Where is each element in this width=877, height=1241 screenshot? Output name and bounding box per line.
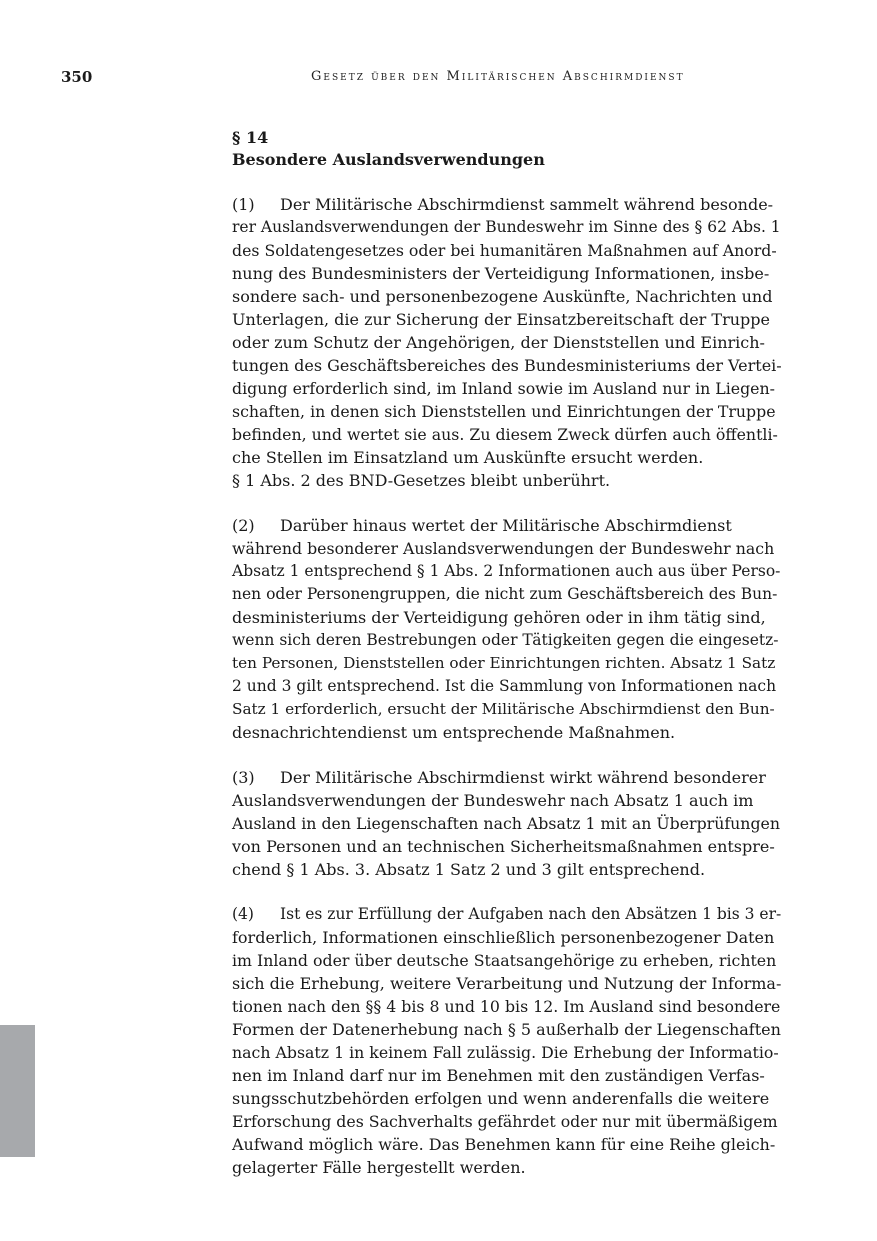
paragraph-line: Auslandsverwendungen der Bundeswehr nach Absatz 1 auch im <box>232 791 754 810</box>
section-content <box>232 127 782 1179</box>
paragraph-line <box>232 193 782 216</box>
paragraph-line: nach Absatz 1 in keinem Fall zulässig. Die Erhebung der Informatio- <box>232 1043 779 1062</box>
paragraph-text: Ist es zur Erfüllung der Aufgaben nach den Absätzen 1 bis 3 er- <box>280 905 782 923</box>
paragraph-line: gelagerter Fälle hergestellt werden. <box>232 1158 526 1177</box>
paragraph-line: forderlich, Informationen einschließlich personenbezogener Daten <box>232 928 775 947</box>
paragraph-line: chend § 1 Abs. 3. Absatz 1 Satz 2 und 3 gilt entsprechend. <box>232 860 706 879</box>
paragraph-list <box>232 193 782 1179</box>
paragraph-line: digung erforderlich sind, im Inland sowie im Ausland nur in Liegen- <box>232 379 775 398</box>
paragraph-number: (1) <box>232 195 255 214</box>
paragraph-line: Satz 1 erforderlich, ersucht der Militärische Abschirmdienst den Bun- <box>232 700 775 718</box>
paragraph-line: Erforschung des Sachverhalts gefährdet oder nur mit übermäßigem <box>232 1112 778 1131</box>
section-number: § 14 <box>232 128 269 147</box>
paragraph-line: 2 und 3 gilt entsprechend. Ist die Sammlung von Informationen nach <box>232 677 777 695</box>
paragraph-number: (4) <box>232 905 254 923</box>
paragraph-line: nung des Bundesministers der Verteidigung Informationen, insbe- <box>232 264 770 283</box>
paragraph-line: im Inland oder über deutsche Staatsangehörige zu erheben, richten <box>232 951 777 970</box>
paragraph-text: Der Militärische Abschirmdienst sammelt während besonde- <box>280 195 774 214</box>
paragraph-line: tionen nach den §§ 4 bis 8 und 10 bis 12. Im Ausland sind besondere <box>232 997 781 1016</box>
paragraph-line: von Personen und an technischen Sicherheitsmaßnahmen entspre- <box>232 837 775 856</box>
paragraph-line: nen im Inland darf nur im Benehmen mit den zuständigen Verfas- <box>232 1066 765 1085</box>
paragraph-line: sich die Erhebung, weitere Verarbeitung und Nutzung der Informa- <box>232 974 782 993</box>
paragraph <box>232 903 782 1179</box>
paragraph-line: ten Personen, Dienststellen oder Einrichtungen richten. Absatz 1 Satz <box>232 654 776 672</box>
paragraph-line <box>232 766 782 789</box>
paragraph-line: nen oder Personengruppen, die nicht zum Geschäftsbereich des Bun- <box>232 585 778 603</box>
paragraph-line: Unterlagen, die zur Sicherung der Einsatzbereitschaft der Truppe <box>232 310 770 329</box>
paragraph <box>232 193 782 492</box>
paragraph-line: Ausland in den Liegenschaften nach Absatz 1 mit an Überprüfungen <box>232 814 780 833</box>
paragraph <box>232 514 782 744</box>
thumb-index-tab <box>0 1025 35 1157</box>
paragraph-line: tungen des Geschäftsbereiches des Bundesministeriums der Vertei- <box>232 356 782 375</box>
paragraph-text: Der Militärische Abschirmdienst wirkt während besonderer <box>280 768 766 787</box>
paragraph <box>232 766 782 881</box>
paragraph-line <box>232 514 782 537</box>
page-number: 350 <box>61 68 93 86</box>
paragraph-line: § 1 Abs. 2 des BND-Gesetzes bleibt unberührt. <box>232 471 611 490</box>
paragraph-line: oder zum Schutz der Angehörigen, der Dienststellen und Einrich- <box>232 333 765 352</box>
paragraph-number: (2) <box>232 516 255 535</box>
paragraph-line: wenn sich deren Bestrebungen oder Tätigkeiten gegen die eingesetz- <box>232 631 779 649</box>
paragraph-line: desnachrichtendienst um entsprechende Maßnahmen. <box>232 723 676 742</box>
paragraph-line: che Stellen im Einsatzland um Auskünfte ersucht werden. <box>232 448 704 467</box>
paragraph-line: sungsschutzbehörden erfolgen und wenn anderenfalls die weitere <box>232 1089 770 1108</box>
running-title: Gesetz über den Militärischen Abschirmdienst <box>311 69 685 84</box>
paragraph-line: Aufwand möglich wäre. Das Benehmen kann für eine Reihe gleich- <box>232 1135 776 1154</box>
paragraph-line: während besonderer Auslandsverwendungen der Bundeswehr nach <box>232 539 775 558</box>
paragraph-line: des Soldatengesetzes oder bei humanitären Maßnahmen auf Anord- <box>232 241 777 260</box>
paragraph-line <box>232 903 782 926</box>
section-title: Besondere Auslandsverwendungen <box>232 150 545 169</box>
paragraph-text: Darüber hinaus wertet der Militärische Abschirmdienst <box>280 516 732 535</box>
paragraph-line: rer Auslandsverwendungen der Bundeswehr im Sinne des § 62 Abs. 1 <box>232 218 781 236</box>
paragraph-line: Formen der Datenerhebung nach § 5 außerhalb der Liegenschaften <box>232 1020 781 1039</box>
paragraph-line: befinden, und wertet sie aus. Zu diesem Zweck dürfen auch öffentli- <box>232 425 778 444</box>
paragraph-line: desministeriums der Verteidigung gehören oder in ihm tätig sind, <box>232 608 766 627</box>
paragraph-line: sondere sach- und personenbezogene Auskünfte, Nachrichten und <box>232 287 773 306</box>
paragraph-line: schaften, in denen sich Dienststellen und Einrichtungen der Truppe <box>232 402 776 421</box>
paragraph-line: Absatz 1 entsprechend § 1 Abs. 2 Informationen auch aus über Perso- <box>232 562 781 580</box>
paragraph-number: (3) <box>232 768 255 787</box>
